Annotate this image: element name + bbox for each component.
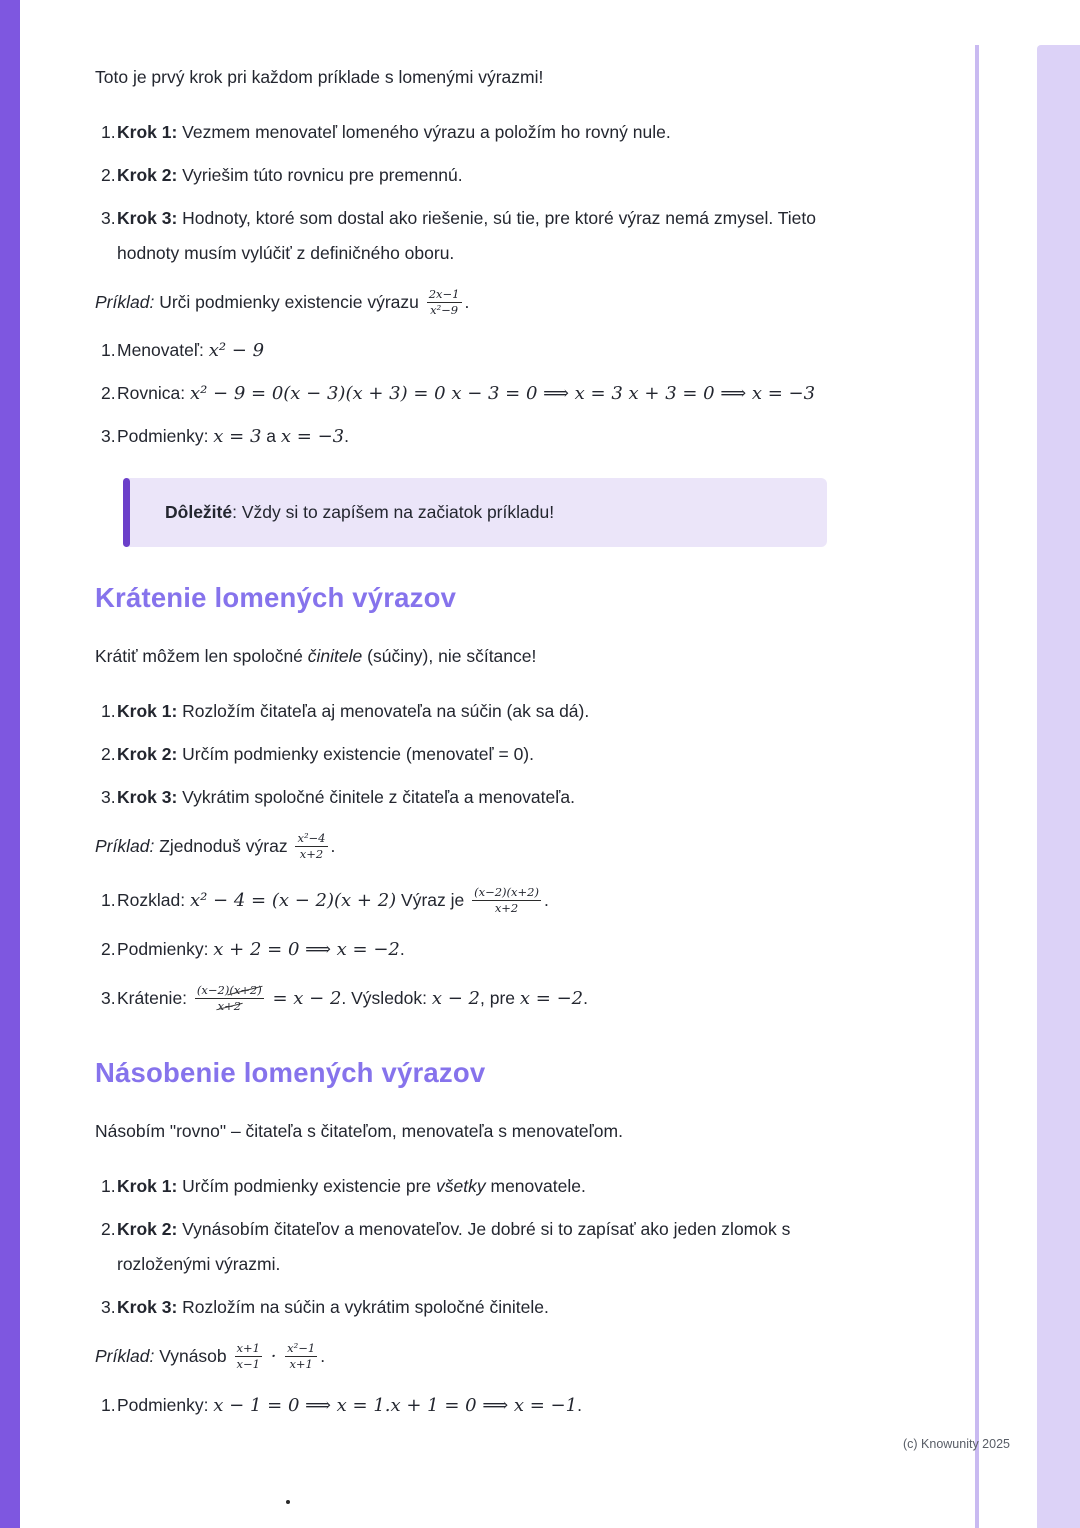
list-number: 2.: [101, 744, 116, 764]
text-run: .: [464, 292, 470, 312]
list-number: 1.: [101, 701, 116, 721]
list-number: 1.: [101, 122, 116, 142]
list-item: [95, 115, 940, 150]
math-fraction: [295, 831, 327, 862]
list-item-text: [117, 1290, 549, 1325]
text-run: Výraz je: [396, 890, 470, 910]
list-item-text: [117, 376, 815, 411]
list-item: [95, 376, 940, 411]
copyright-footer: (c) Knowunity 2025: [902, 1437, 1010, 1451]
list-number: 1.: [101, 340, 116, 360]
bold-run: Krok 1:: [117, 1176, 178, 1196]
text-run: Určím podmienky existencie pre: [177, 1176, 437, 1196]
list-number: 1.: [101, 890, 116, 910]
math-run: x − 2: [431, 988, 481, 1009]
example-label: Príklad:: [95, 292, 155, 312]
list-number: 2.: [101, 939, 116, 959]
bold-run: Krok 2:: [117, 1219, 178, 1239]
math-run: = x − 2: [266, 988, 342, 1009]
important-callout: [123, 478, 827, 547]
fraction-denominator: [216, 999, 243, 1014]
math-run: x² − 9 = 0(x − 3)(x + 3) = 0 x − 3 = 0 ⟹ x = 3 x + 3 = 0 ⟹ x = −3: [189, 383, 816, 404]
list-steps-nasobenie: [95, 1169, 940, 1325]
fraction-denominator: x−1: [236, 1356, 260, 1371]
text-run: Vynásobím čitateľov a menovateľov. Je dobré si to zapísať ako jeden zlomok s rozloženými výrazmi.: [117, 1219, 791, 1274]
text-run: .: [330, 836, 336, 856]
text-run: , pre: [480, 988, 520, 1008]
bold-run: Dôležité: [165, 502, 233, 522]
math-fraction: [472, 885, 541, 916]
text-run: Vyriešim túto rovnicu pre premennú.: [177, 165, 463, 185]
list-item-text: [117, 158, 463, 193]
list-item-text: [117, 1169, 586, 1204]
text-run: Podmienky:: [117, 426, 214, 446]
list-example-nasobenie: [95, 1388, 940, 1423]
list-item: [95, 1388, 940, 1423]
text-run: Rozložím čitateľa aj menovateľa na súčin (ak sa dá).: [177, 701, 590, 721]
multiplication-dot: ·: [264, 1346, 283, 1367]
math-run: x − 1 = 0 ⟹ x = 1.x + 1 = 0 ⟹ x = −1: [213, 1395, 578, 1416]
list-item: [95, 975, 940, 1022]
math-run: x = 3: [213, 426, 262, 447]
text-run: .: [577, 1395, 582, 1415]
list-item-text: [117, 877, 549, 924]
example-label: Príklad:: [95, 1346, 155, 1366]
list-number: 2.: [101, 1219, 116, 1239]
list-item-text: [117, 115, 671, 150]
right-margin-strip: [1037, 45, 1080, 1528]
list-item-text: [117, 694, 589, 729]
text-run: Zjednoduš výraz: [154, 836, 293, 856]
math-fraction: [285, 1341, 317, 1372]
cancelled-factor: x+2: [217, 998, 242, 1013]
list-item: [95, 737, 940, 772]
section-intro-kratenie: [95, 639, 940, 674]
section-heading-nasobenie: Násobenie lomených výrazov: [95, 1057, 486, 1088]
text-run: Urči podmienky existencie výrazu: [154, 292, 424, 312]
italic-run: činitele: [307, 646, 363, 666]
text-run: menovatele.: [485, 1176, 586, 1196]
text-run: : Vždy si to zapíšem na začiatok príkladu!: [232, 502, 555, 522]
list-item: [95, 1212, 940, 1282]
list-item-text: [117, 419, 349, 454]
math-run: x = −2: [519, 988, 584, 1009]
cancelled-factor: (x+2): [229, 982, 262, 997]
fraction-denominator: x+2: [494, 900, 519, 915]
text-run: Krátenie:: [117, 988, 192, 1008]
left-accent-bar: [0, 0, 20, 1528]
fraction-numerator: x²−1: [287, 1340, 316, 1355]
list-number: 3.: [101, 1297, 116, 1317]
fraction-numerator: [195, 983, 264, 999]
section-intro-nasobenie: Násobím "rovno" – čitateľa s čitateľom, menovateľa s menovateľom.: [95, 1121, 623, 1141]
math-fraction-cancelled: [195, 983, 264, 1014]
text-run: .: [344, 426, 349, 446]
list-item-text: [117, 780, 575, 815]
example-line-nasobenie: [95, 1333, 940, 1380]
text-run: Určím podmienky existencie (menovateľ = 0).: [177, 744, 534, 764]
fraction-numerator: x²−4: [297, 830, 326, 845]
list-example-existence: [95, 333, 940, 454]
list-number: 1.: [101, 1395, 116, 1415]
italic-run: všetky: [436, 1176, 486, 1196]
list-number: 3.: [101, 988, 116, 1008]
list-item: [95, 877, 940, 924]
bold-run: Krok 3:: [117, 787, 178, 807]
list-item: [95, 780, 940, 815]
example-line-kratenie: [95, 823, 940, 869]
text-run: .: [543, 890, 549, 910]
list-item-text: [117, 737, 534, 772]
list-item-text: [117, 975, 588, 1022]
list-steps-existence: [95, 115, 940, 271]
text-run: (súčiny), nie sčítance!: [362, 646, 537, 666]
bold-run: Krok 3:: [117, 1297, 178, 1317]
list-item: [95, 1290, 940, 1325]
bold-run: Krok 1:: [117, 701, 178, 721]
list-number: 2.: [101, 383, 116, 403]
math-run: x = −3: [280, 426, 345, 447]
example-label: Príklad:: [95, 836, 155, 856]
list-item-text: [117, 932, 405, 967]
page-right-divider-line: [975, 45, 979, 1528]
text-run: Rovnica:: [117, 383, 190, 403]
text-run: . Výsledok:: [341, 988, 432, 1008]
text-run: Vezmem menovateľ lomeného výrazu a položím ho rovný nule.: [177, 122, 671, 142]
text-run: Podmienky:: [117, 1395, 214, 1415]
fraction-numerator: 2x−1: [428, 286, 460, 301]
intro-paragraph: Toto je prvý krok pri každom príklade s lomenými výrazmi!: [95, 67, 544, 87]
fraction-denominator: x+2: [299, 846, 324, 861]
list-item: [95, 694, 940, 729]
list-item: [95, 932, 940, 967]
text-run: .: [583, 988, 588, 1008]
text-run: .: [320, 1346, 326, 1366]
callout-accent-bar: [123, 478, 130, 547]
list-item-text: [117, 333, 264, 368]
bold-run: Krok 1:: [117, 122, 178, 142]
math-run: (x−2): [196, 982, 230, 997]
list-steps-kratenie: [95, 694, 940, 815]
text-run: Vynásob: [154, 1346, 232, 1366]
cutoff-glyph: [286, 1500, 290, 1504]
list-item-text: [117, 1212, 822, 1282]
text-run: .: [399, 939, 405, 959]
callout-text: [165, 502, 554, 522]
math-run: x + 2 = 0 ⟹ x = −2: [213, 939, 400, 960]
text-run: a: [261, 426, 281, 446]
fraction-numerator: (x−2)(x+2): [474, 884, 539, 899]
list-item: [95, 1169, 940, 1204]
text-run: Hodnoty, ktoré som dostal ako riešenie, sú tie, pre ktoré výraz nemá zmysel. Tieto hodnoty musím vylúčiť z definičného oboru.: [117, 208, 816, 263]
list-item-text: [117, 1388, 582, 1423]
bold-run: Krok 2:: [117, 744, 178, 764]
list-item: [95, 158, 940, 193]
list-number: 3.: [101, 208, 116, 228]
fraction-denominator: x²−9: [430, 302, 459, 317]
list-number: 3.: [101, 787, 116, 807]
list-item: [95, 419, 940, 454]
bold-run: Krok 3:: [117, 208, 178, 228]
math-run: x² − 4 = (x − 2)(x + 2): [189, 890, 397, 911]
list-item: [95, 333, 940, 368]
text-run: Menovateľ:: [117, 340, 209, 360]
document-content: [95, 46, 940, 1431]
math-run: x² − 9: [208, 340, 265, 361]
list-number: 2.: [101, 165, 116, 185]
list-example-kratenie: [95, 877, 940, 1022]
text-run: Vykrátim spoločné činitele z čitateľa a menovateľa.: [177, 787, 575, 807]
text-run: Krátiť môžem len spoločné: [95, 646, 308, 666]
text-run: Rozklad:: [117, 890, 190, 910]
section-heading-kratenie: Krátenie lomených výrazov: [95, 582, 457, 613]
math-fraction: [427, 287, 462, 318]
fraction-denominator: x+1: [289, 1356, 313, 1371]
list-item-text: [117, 201, 822, 271]
bold-run: Krok 2:: [117, 165, 178, 185]
text-run: Podmienky:: [117, 939, 214, 959]
list-number: 1.: [101, 1176, 116, 1196]
list-number: 3.: [101, 426, 116, 446]
math-fraction: [235, 1341, 262, 1372]
text-run: Rozložím na súčin a vykrátim spoločné činitele.: [177, 1297, 549, 1317]
list-item: [95, 201, 940, 271]
example-line-existence: [95, 279, 940, 325]
fraction-numerator: x+1: [236, 1340, 260, 1355]
